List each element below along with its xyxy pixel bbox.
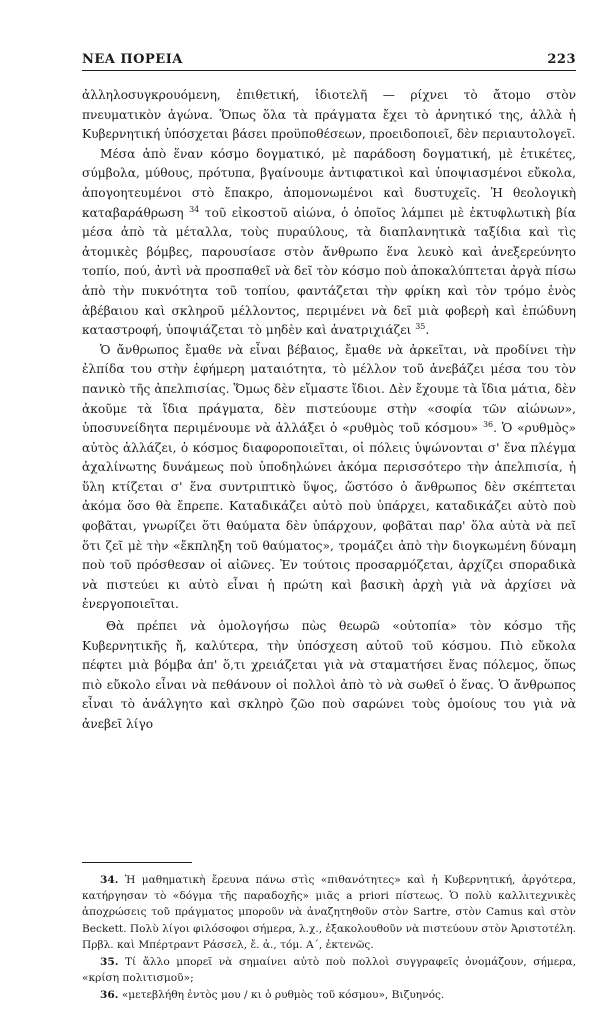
paragraph-2: [82, 145, 576, 341]
paragraph-2-text-b: τοῦ εἰκοστοῦ αἰώνα, ὁ ὁποῖος λάμπει μὲ ἐκτυφλωτικὴ βία μέσα ἀπὸ τὰ μέταλλα, τοὺς πυραύλους, τὰ διαπλανητικὰ ταξίδια καὶ τὶς ἀτομικὲς βόμβες, παρουσίασε στὸν ἄνθρωπο ἕνα λευκὸ καὶ ἀνεξερεύνητο τοπίο, πού, ἀντὶ νὰ προσπαθεῖ νὰ δεῖ τὸν κόσμο ποὺ ἀποκαλύπτεται ἀργὰ πίσω ἀπὸ τὴν πυκνότητα τοῦ τοπίου, φαντάζεται τὴν φρίκη καὶ τὸν τρόμο ἑνὸς ἀβέβαιου καὶ σκληροῦ μέλλοντος, περιμένει νὰ δεῖ μιὰ φοβερὴ καὶ ἐπώδυνη καταστροφή, ὑποψιάζεται τὸ μηδὲν καὶ ἀνατριχιάζει: [82, 205, 577, 338]
paragraph-4: [82, 617, 576, 735]
footnote-number: 36.: [100, 989, 119, 1002]
footnote-36: [82, 987, 576, 1003]
body-text: [82, 86, 576, 735]
footnote-number: 34.: [100, 874, 119, 886]
paragraph-4-text: Θὰ πρέπει νὰ ὁμολογήσω πὼς θεωρῶ «οὐτοπία» τὸν κόσμο τῆς Κυβερνητικῆς ἤ, καλύτερα, τὴν ὑπόσχεση αὐτοῦ τοῦ κόσμου. Πιὸ εὔκολα πέφτει μιὰ βόμβα ἀπ' ὅ,τι χρειάζεται γιὰ νὰ σταματήσει ἕνας πόλεμος, ὅπως πιὸ εὔκολο εἶναι νὰ πεθάνουν οἱ πολλοὶ ἀπὸ τὸ νὰ σωθεῖ ὁ ἕνας. Ὁ ἄνθρωπος εἶναι τὸ ἀνάλγητο καὶ σκληρὸ ζῶο ποὺ σαρώνει τοὺς ὁμοίους του γιὰ νὰ ἀνεβεῖ λίγο: [82, 619, 576, 731]
paragraph-2-text-a: Μέσα ἀπὸ ἕναν κόσμο δογματικό, μὲ παράδοση δογματική, μὲ ἐτικέτες, σύμβολα, μύθους, πρότυπα, βγαίνουμε ἀντιφατικοὶ καὶ ὑποψιασμένοι εὔκολα, ἀπογοητευμένοι στὸ ἔπακρο, ἀπομονωμένοι καὶ δυστυχεῖς. Ἡ θεολογικὴ καταβαράθρωση: [82, 146, 576, 220]
footnote-text: Ἡ μαθηματικὴ ἔρευνα πάνω στὶς «πιθανότητες» καὶ ἡ Κυβερνητική, ἀργότερα, κατήργησαν τὸ «δόγμα τῆς παραδοχῆς» μιᾶς a priori πίστεως. Ὁ πολὺ καλλιτεχνικὲς ἀποχρώσεις τοῦ πράγματος μποροῦν νὰ ἀναζητηθοῦν στὸν Sartre, στὸν Camus καὶ στὸν Beckett. Πολὺ λίγοι φιλόσοφοι σήμερα, λ.χ., ἐξακολουθοῦν νὰ πιστεύουν στὸν Ἀριστοτέλη. Πρβλ. καὶ Μπέρτραντ Ράσσελ, ἔ. ἀ., τόμ. Α΄, ἐκτενῶς.: [82, 874, 576, 951]
footnote-text: «μετεβλήθη ἐντὸς μου / κι ὁ ρυθμὸς τοῦ κόσμου», Βιζυηνός.: [121, 989, 445, 1002]
footnote-ref-36[interactable]: 36: [482, 420, 494, 430]
page-header: [82, 52, 576, 67]
header-rule: [82, 70, 576, 71]
footnote-ref-35[interactable]: 35: [415, 322, 426, 332]
footnote-ref-34[interactable]: 34: [189, 204, 200, 214]
running-title: ΝΕΑ ΠΟΡΕΙΑ: [82, 52, 183, 67]
paragraph-3-text-a: Ὁ ἄνθρωπος ἔμαθε νὰ εἶναι βέβαιος, ἔμαθε νὰ ἀρκεῖται, νὰ προδίνει τὴν ἐλπίδα του στὴν ἐφήμερη ματαιότητα, τὸ μέλλον τοῦ ἀνεβάζει μέσα του τὸν πανικὸ τῆς ἀπελπισίας. Ὅμως δὲν εἴμαστε ἴδιοι. Δὲν ἔχουμε τὰ ἴδια μάτια, δὲν ἀκοῦμε τὰ ἴδια πράγματα, δὲν πιστεύουμε στὴν «σοφία τῶν αἰώνων», ὑποσυνείδητα περιμένουμε νὰ ἀλλάξει ὁ «ρυθμὸς τοῦ κόσμου»: [82, 342, 576, 436]
footnote-text: Τί ἄλλο μπορεῖ νὰ σημαίνει αὐτὸ ποὺ πολλοὶ συγγραφεῖς ὀνομάζουν, σήμερα, «κρίση πολιτισμοῦ»;: [82, 956, 576, 985]
footnote-number: 35.: [100, 956, 119, 969]
paragraph-1-text: ἀλληλοσυγκρουόμενη, ἐπιθετική, ἰδιοτελῆ — ρίχνει τὸ ἄτομο στὸν πνευματικὸν ἀγώνα. Ὅπως ὅλα τὰ πράγματα ἔχει τὸ ἀρνητικό της, ἀλλὰ ἡ Κυβερνητική ὑπόσχεται βάσει προϋποθέσεων, προειδοποιεῖ, δὲν περιαυτολογεῖ.: [82, 88, 576, 142]
footnotes-rule: [82, 862, 192, 863]
footnote-34: [82, 872, 576, 953]
paragraph-3: [82, 341, 576, 615]
footnotes: [82, 872, 576, 1005]
footnote-35: [82, 954, 576, 986]
paragraph-1: [82, 86, 576, 145]
page-number: 223: [547, 52, 576, 67]
paragraph-3-text-b: . Ὁ «ρυθμὸς» αὐτὸς ἀλλάζει, ὁ κόσμος διαφοροποιεῖται, οἱ πόλεις ὑψώνονται σ' ἕνα πλέγμα ἀχαλίνωτης δυνάμεως ποὺ ὑποδηλώνει ἀκόμα περισσότερο τὴν ἀπελπισία, ἡ ὕλη κτίζεται σ' ἕνα συντριπτικὸ ὕψος, ὥστόσο ὁ ἄνθρωπος δὲν σκέπτεται ἀκόμα ὅσο θὰ ἔπρεπε. Καταδικάζει αὐτὸ ποὺ ὑπάρχει, καταδικάζει αὐτὸ ποὺ φοβᾶται, γνωρίζει ὅτι θαύματα δὲν ὑπάρχουν, φοβᾶται παρ' ὅλα αὐτὰ νὰ πεῖ ὅτι ζεῖ μὲ τὴν «ἔκπληξη τοῦ θαύματος», τρομάζει ἀπὸ τὴν διογκωμένη δύναμη ποὺ τοῦ πρόσθεσαν οἱ αἰῶνες. Ἐν τούτοις προσαρμόζεται, ἀρχίζει σποραδικὰ νὰ πιστεύει κι αὐτὸ εἶναι ἡ πρώτη καὶ βασικὴ ἀρχὴ γιὰ νὰ ἀρχίσει νὰ ἐνεργοποιεῖται.: [82, 421, 577, 612]
paragraph-2-text-c: .: [425, 323, 430, 338]
